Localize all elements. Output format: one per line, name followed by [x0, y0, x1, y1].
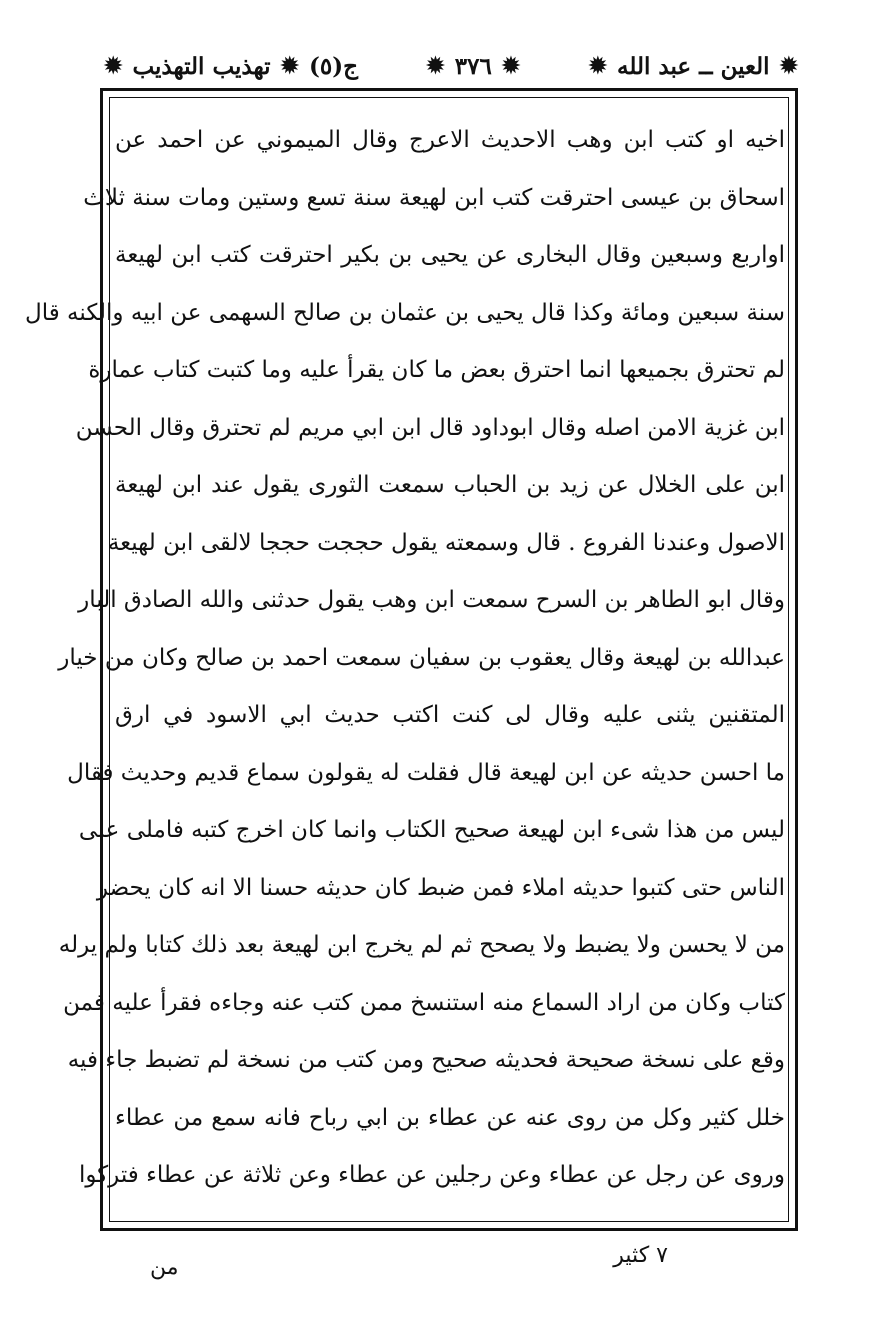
main-text	[25, 112, 785, 1222]
text-line: خلل كثير وكل من روى عنه عن عطاء بن ابي رباح فانه سمع من عطاء	[115, 1104, 785, 1131]
header-center-group	[426, 53, 520, 80]
ornament-icon: ✹	[104, 53, 123, 79]
text-line: وقع على نسخة صحيحة فحديثه صحيح ومن كتب من نسخة لم تضبط جاء فيه	[67, 1047, 785, 1073]
text-line: ليس من هذا شىء ابن لهيعة صحيح الكتاب وانما كان اخرج كتبه فاملى على	[78, 817, 785, 843]
text-line: ابن غزية الامن اصله وقال ابوداود قال ابن ابي مريم لم تحترق وقال الحسن	[75, 414, 785, 441]
text-line: من لا يحسن ولا يضبط ولا يصحح ثم لم يخرج ابن لهيعة بعد ذلك كتابا ولم يرله	[58, 932, 785, 958]
running-header	[104, 44, 798, 88]
text-line: الناس حتى كتبوا حديثه املاء فمن ضبط كان حديثه حسنا الا انه كان يحضر	[96, 874, 785, 901]
text-line: الاصول وعندنا الفروع . قال وسمعته يقول حججت حججا لالقى ابن لهيعة	[107, 529, 785, 556]
catchword: من	[150, 1255, 179, 1280]
text-line: وقال ابو الطاهر بن السرح سمعت ابن وهب يقول حدثنى والله الصادق البار	[78, 587, 785, 613]
volume-number: ج(٥)	[308, 52, 358, 80]
ornament-icon: ✹	[426, 53, 445, 79]
text-line: ما احسن حديثه عن ابن لهيعة قال فقلت له يقولون سماع قديم وحديث فقال	[67, 759, 785, 786]
text-line: لم تحترق بجميعها انما احترق بعض ما كان يقرأ عليه وما كتبت كتاب عمارة	[88, 357, 785, 383]
book-title: تهذيب التهذيب	[132, 52, 271, 80]
ornament-icon: ✹	[779, 53, 798, 79]
text-line: وروى عن رجل عن عطاء وعن رجلين عن عطاء وعن ثلاثة عن عطاء فتركوا	[78, 1162, 785, 1188]
text-line: كتاب وكان من اراد السماع منه استنسخ ممن كتب عنه وجاءه فقرأ عليه فمن	[63, 989, 785, 1016]
footnote: ٧ كثير	[613, 1243, 668, 1268]
ornament-icon: ✹	[501, 53, 521, 79]
header-left-group	[589, 53, 798, 80]
text-line: ابن على الخلال عن زيد بن الحباب سمعت الثورى يقول عند ابن لهيعة	[115, 472, 785, 498]
text-line: سنة سبعين ومائة وكذا قال يحيى بن عثمان بن صالح السهمى عن ابيه والكنه قال	[25, 299, 785, 326]
header-right-group	[104, 53, 358, 80]
text-line: عبدالله بن لهيعة وقال يعقوب بن سفيان سمعت احمد بن صالح وكان من خيار	[58, 644, 785, 671]
ornament-icon: ✹	[280, 53, 299, 79]
page-footer	[100, 1243, 798, 1283]
text-line: المتقنين يثنى عليه وقال لى كنت اكتب حديث ابي الاسود في ارق	[115, 702, 785, 728]
text-line: اسحاق بن عيسى احترقت كتب ابن لهيعة سنة تسع وستين ومات سنة ثلاث	[83, 184, 785, 211]
text-line: اواربع وسبعين وقال البخارى عن يحيى بن بكير احترقت كتب ابن لهيعة	[115, 242, 785, 268]
page-number: ٣٧٦	[454, 52, 492, 80]
chapter-title: العين ــ عبد الله	[617, 52, 770, 80]
text-line: اخيه او كتب ابن وهب الاحديث الاعرج وقال الميموني عن احمد عن	[115, 127, 785, 153]
ornament-icon: ✹	[588, 53, 608, 79]
